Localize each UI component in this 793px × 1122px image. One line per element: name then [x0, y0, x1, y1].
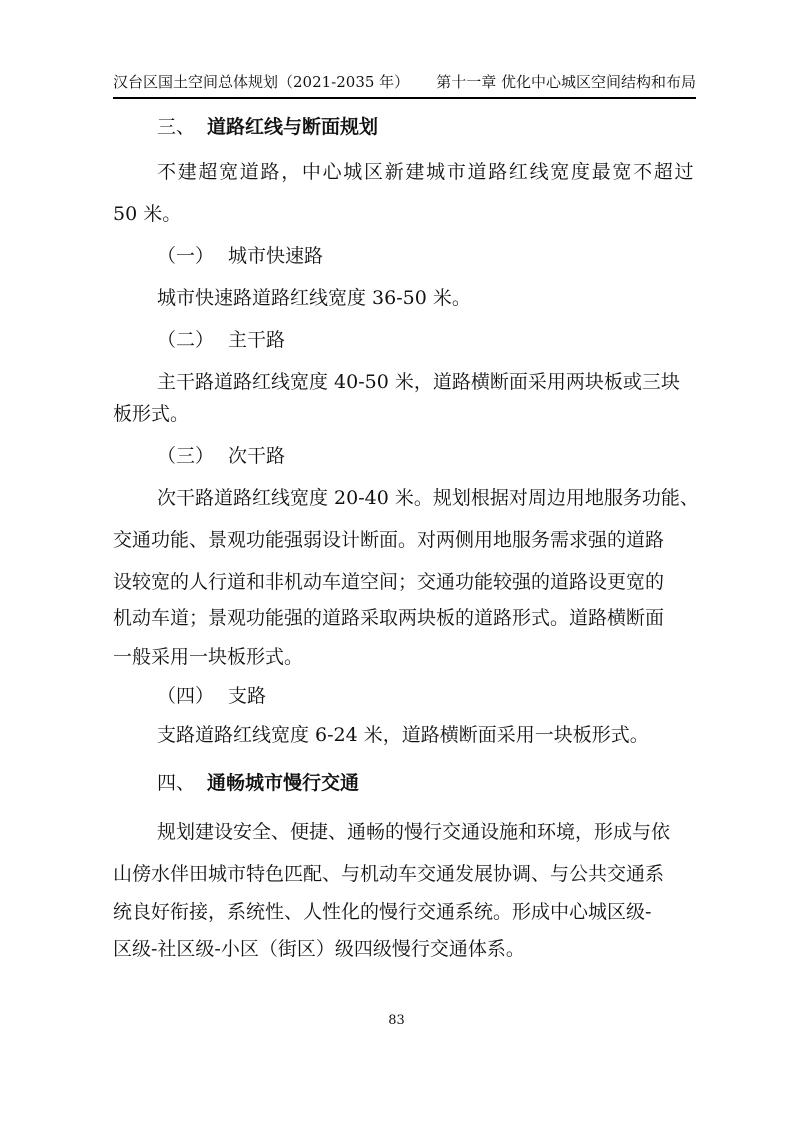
subsection-heading-1	[157, 241, 323, 271]
section-heading-3	[157, 112, 378, 142]
paragraph-line: 板形式。	[113, 403, 190, 425]
paragraph-line: 不建超宽道路，中心城区新建城市道路红线宽度最宽不超过	[157, 161, 696, 183]
paragraph-line: 规划建设安全、便捷、通畅的慢行交通设施和环境，形成与依	[157, 821, 671, 843]
paragraph-line: 设较宽的人行道和非机动车道空间；交通功能较强的道路设更宽的	[113, 571, 665, 593]
paragraph-line: 交通功能、景观功能强弱设计断面。对两侧用地服务需求强的道路	[113, 529, 665, 551]
section-heading-4	[157, 768, 359, 798]
page-number: 83	[388, 1013, 405, 1028]
section-title: 道路红线与断面规划	[207, 116, 379, 138]
paragraph-line: 统良好衔接，系统性、人性化的慢行交通系统。形成中心城区级-	[113, 901, 652, 923]
header-divider	[113, 97, 696, 99]
paragraph-line: 支路道路红线宽度 6-24 米，道路横断面采用一块板形式。	[157, 724, 649, 746]
section-title: 通畅城市慢行交通	[207, 772, 360, 794]
section-number: 四、	[157, 772, 196, 794]
header-document-title: 汉台区国土空间总体规划（2021-2035 年）	[113, 73, 410, 91]
subsection-number: （一）	[157, 245, 215, 267]
paragraph-line: 次干路道路红线宽度 20-40 米。规划根据对周边用地服务功能、	[157, 487, 699, 509]
paragraph-line: 城市快速路道路红线宽度 36-50 米。	[157, 287, 471, 309]
subsection-title: 支路	[228, 685, 267, 707]
subsection-heading-2	[157, 325, 285, 355]
subsection-number: （二）	[157, 329, 215, 351]
subsection-title: 城市快速路	[228, 245, 324, 267]
subsection-number: （四）	[157, 685, 215, 707]
section-number: 三、	[157, 116, 196, 138]
page-header	[113, 70, 696, 94]
paragraph-line: 一般采用一块板形式。	[113, 646, 304, 668]
paragraph-line: 机动车道；景观功能强的道路采取两块板的道路形式。道路横断面	[113, 607, 665, 629]
subsection-title: 主干路	[228, 329, 286, 351]
header-chapter-title: 第十一章 优化中心城区空间结构和布局	[436, 73, 696, 91]
paragraph-line: 山傍水伴田城市特色匹配、与机动车交通发展协调、与公共交通系	[113, 863, 665, 885]
subsection-title: 次干路	[228, 445, 286, 467]
subsection-number: （三）	[157, 445, 215, 467]
subsection-heading-4	[157, 681, 266, 711]
paragraph-line: 区级-社区级-小区（街区）级四级慢行交通体系。	[113, 938, 525, 960]
subsection-heading-3	[157, 441, 285, 471]
paragraph-line: 主干路道路红线宽度 40-50 米，道路横断面采用两块板或三块	[157, 371, 680, 393]
paragraph-line: 50 米。	[113, 203, 182, 225]
